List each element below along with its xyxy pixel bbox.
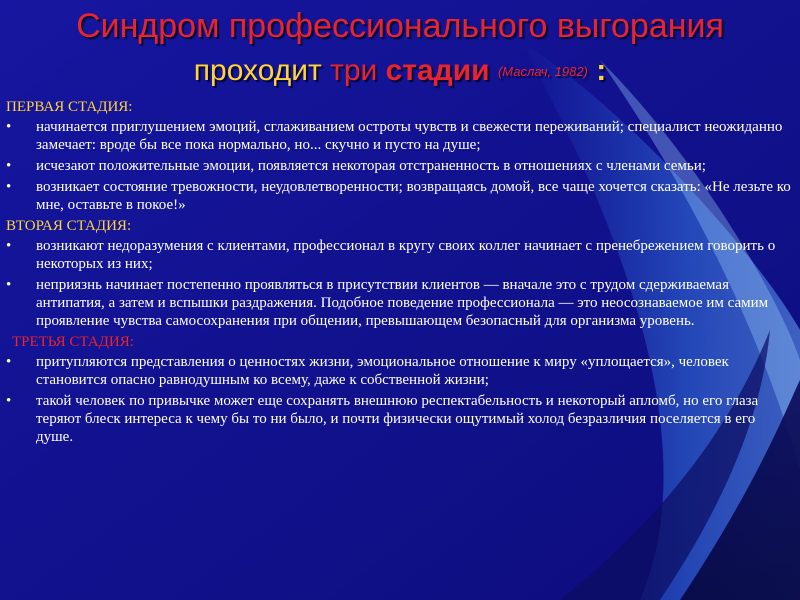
list-item <box>6 118 792 154</box>
list-item <box>6 353 792 389</box>
slide-title: Синдром профессионального выгорания <box>76 7 724 45</box>
subtitle-citation: (Маслач, 1982) <box>497 64 588 79</box>
list-item-text: начинается приглушением эмоций, сглаживанием остроты чувств и свежести переживаний; специалист неожиданно замечает: вроде бы все пока нормально, но... скучно и пусто на душе; <box>36 119 783 153</box>
bullet-icon: • <box>6 179 12 195</box>
subtitle-word-stadii: стадии <box>385 54 490 87</box>
list-item-text: возникают недоразумения с клиентами, профессионал в кругу своих коллег начинает с пренебрежением говорить о некоторых из них; <box>36 238 776 272</box>
list-item-text: притупляются представления о ценностях жизни, эмоциональное отношение к миру «уплощается», человек становится опасно равнодушным ко всему, даже к собственной жизни; <box>36 354 729 388</box>
list-item-text: такой человек по привычке может еще сохранять внешнюю респектабельность и некоторый апломб, но его глаза теряют блеск интереса к чему бы то ни было, и почти физически ощутимый холод безразличия поселяется в его душе. <box>36 393 759 445</box>
list-item <box>6 392 792 446</box>
slide-subtitle <box>0 50 800 93</box>
bullet-icon: • <box>6 119 12 135</box>
bullet-icon: • <box>6 277 12 293</box>
bullet-icon: • <box>6 354 12 370</box>
list-item-text: возникает состояние тревожности, неудовлетворенности; возвращаясь домой, все чаще хочется сказать: «Не лезьте ко мне, оставьте в покое!» <box>36 179 791 213</box>
list-item <box>6 237 792 273</box>
list-item <box>6 157 792 175</box>
stage-heading-second: ВТОРАЯ СТАДИЯ: <box>6 218 132 234</box>
slide-body <box>6 96 792 449</box>
list-item <box>6 276 792 330</box>
list-item-text: неприязнь начинает постепенно проявляться в присутствии клиентов — вначале это с трудом сдерживаемая антипатия, а затем и вспышки раздражения. Подобное поведение профессионала — это неосознаваемое им самим проявление чувства самосохранения при общении, превышающем безопасный для организма уровень. <box>36 277 769 329</box>
bullet-icon: • <box>6 393 12 409</box>
list-item <box>6 178 792 214</box>
stage-heading-third: ТРЕТЬЯ СТАДИЯ: <box>12 334 134 350</box>
subtitle-colon: : <box>596 54 607 87</box>
bullet-icon: • <box>6 158 12 174</box>
subtitle-word-prohodit: проходит <box>193 54 322 87</box>
list-item-text: исчезают положительные эмоции, появляется некоторая отстраненность в отношениях с членами семьи; <box>36 158 706 174</box>
bullet-icon: • <box>6 238 12 254</box>
stage-heading-first: ПЕРВАЯ СТАДИЯ: <box>6 99 133 115</box>
subtitle-word-tri: три <box>330 54 378 87</box>
